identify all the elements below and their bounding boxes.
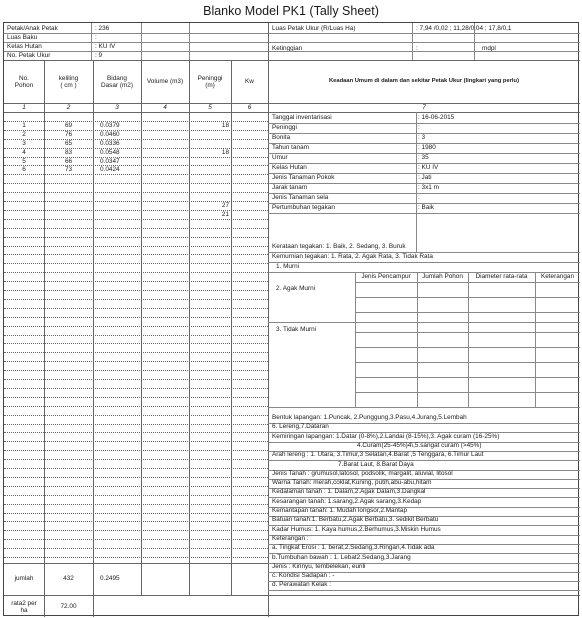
mixture-row-line: [355, 347, 580, 348]
tree-keliling: 76: [64, 130, 73, 138]
row-separator: [4, 201, 268, 202]
row-separator: [4, 210, 268, 211]
info-value: : Baik: [418, 204, 434, 211]
note-line: c. Kondisi Sadapan : -: [272, 572, 335, 580]
mixture-row-line: [355, 377, 580, 378]
row-separator: [4, 343, 268, 344]
col-keliling: keliling ( cm ): [58, 75, 79, 90]
row-separator: [4, 504, 268, 505]
row-separator: [4, 361, 268, 362]
luas-value: : 7,94 /0,02 ; 11,28/0,04 ; 17,8/0,1: [416, 25, 512, 32]
mixture-row-line: [355, 297, 580, 298]
kerataan-text: Kerataan tegakan: 1. Baik, 2. Sedang, 3. Buruk: [272, 243, 406, 250]
header-value: : 9: [95, 52, 103, 59]
row-separator: [4, 486, 268, 487]
info-label: Peninggi: [272, 124, 297, 131]
mixture-row-line: [355, 312, 580, 313]
row-separator: [4, 254, 268, 255]
row-separator: [4, 441, 268, 442]
tree-keliling: 69: [64, 121, 73, 129]
mix-header-keterangan: Keterangan: [540, 273, 575, 280]
row-separator: [4, 521, 268, 522]
info-value: : 16-06-2015: [418, 114, 455, 121]
info-value: : KU IV: [418, 164, 439, 171]
col-bidang: Bidang Dasar (m2): [101, 75, 133, 90]
rata-keliling: 72.00: [60, 603, 77, 610]
row-separator: [4, 530, 268, 531]
info-label: Jarak tanam: [272, 184, 308, 191]
row-separator: [4, 459, 268, 460]
tree-peninggi: 18: [221, 148, 229, 156]
mixture-column-line: [468, 272, 469, 407]
note-line: Bentuk lapangan: 1.Puncak, 2.Punggung,3.Pasu,4.Jurang,5.Lembah: [272, 414, 467, 421]
row-separator: [4, 130, 268, 131]
mixture-row-line: [355, 282, 580, 283]
row-separator: [4, 246, 268, 247]
row-separator: [4, 183, 268, 184]
mixture-row-line: [268, 407, 580, 408]
row-separator: [4, 228, 268, 229]
mixture-column-line: [417, 272, 418, 407]
rata-label: rata2 per ha: [11, 600, 37, 615]
mixture-row-line: [355, 362, 580, 363]
note-line: Kemiringan lapangan: 1.Datar (0-8%),2.Landai (8-15%),3. Agak curam (16-25%): [272, 432, 500, 440]
mixture-row-line: [268, 322, 580, 323]
header-label: No. Petak Ukur: [7, 52, 51, 59]
row-separator: [4, 352, 268, 353]
row-separator: [4, 272, 268, 273]
info-value: :: [418, 124, 420, 131]
row-separator: [4, 308, 268, 309]
mix-header-jenis: Jenis Pencampur: [361, 273, 411, 280]
tree-bidang: 0.0379: [100, 121, 120, 129]
row-separator: [4, 495, 268, 496]
tally-sheet: [3, 22, 579, 616]
row-separator: [4, 121, 268, 122]
tree-bidang: 0.0347: [100, 157, 120, 165]
info-label: Kelas Hutan: [272, 164, 307, 171]
note-line: Kadar Humus: 1. Kaya humus,2.Berhumus,3.Miskin Humus: [272, 525, 441, 533]
page-title: Blanko Model PK1 (Tally Sheet): [203, 4, 379, 18]
tree-no: 5: [22, 157, 26, 165]
row-separator: [4, 326, 268, 327]
row-separator: [4, 335, 268, 336]
tree-keliling: 83: [64, 148, 73, 156]
tree-bidang: 0.0336: [100, 139, 120, 147]
row-separator: [4, 406, 268, 407]
kemurnian-text: Kemurnian tegakan: 1. Rata, 2. Agak Rata, 3. Tidak Rata: [272, 253, 433, 260]
column-number: 5: [208, 104, 212, 111]
row-separator: [4, 317, 268, 318]
row-separator: [4, 415, 268, 416]
info-value: :: [418, 194, 420, 201]
tree-no: 4: [22, 148, 26, 156]
row-separator: [4, 468, 268, 469]
column-number: 1: [22, 104, 26, 111]
info-label: Bonita: [272, 134, 291, 141]
agak-murni-label: 2. Agak Murni: [276, 285, 316, 292]
header-label: Petak/Anak Petak: [7, 25, 58, 32]
murni-label: 1. Murni: [276, 263, 300, 270]
tree-no: 3: [22, 139, 26, 147]
ketinggian-label: Ketinggian: [272, 45, 303, 52]
header-value: : KU IV: [95, 43, 116, 50]
col-no: No. Pohon: [14, 75, 34, 90]
note-line: Jenis : Kirinyu, tembelekan, eurili: [272, 562, 366, 570]
info-value: : 35: [418, 154, 429, 161]
info-label: Jenis Tanaman Pokok: [272, 174, 335, 181]
extra-peninggi: 21: [221, 210, 229, 218]
col-keadaan: Keadaan Umum di dalam dan sekitar Petak Ukur (lingkari yang perlu): [328, 78, 520, 84]
row-separator: [4, 281, 268, 282]
note-line: Batuan tanah:1. Berbatu,2.Agak Berbatu,3. sedikit Berbatu: [272, 516, 439, 524]
info-value: : 3: [418, 134, 426, 141]
ketinggian-unit: mdpl: [482, 45, 496, 52]
row-separator: [4, 513, 268, 514]
info-label: Tanggal inventarisasi: [272, 114, 332, 121]
row-separator: [4, 263, 268, 264]
info-label: Umur: [272, 154, 288, 161]
extra-peninggi: 27: [221, 202, 229, 209]
note-line: b.Tumbuhan bawah : 1. Lebat2.Sedang,3.Jarang: [272, 553, 411, 561]
row-separator: [4, 148, 268, 149]
info-value: : 1980: [418, 144, 436, 151]
column-number: 2: [66, 104, 71, 111]
tree-bidang: 0.0548: [100, 148, 120, 156]
note-line: Jenis Tanah : grumusol,latosol, podsolik, margalit, aluvial, litosol: [272, 469, 453, 477]
row-separator: [4, 192, 268, 193]
row-separator: [4, 290, 268, 291]
row-separator: [4, 157, 268, 158]
tree-peninggi: 18: [221, 121, 229, 129]
row-separator: [4, 424, 268, 425]
header-label: Kelas Hutan: [7, 43, 42, 50]
note-line: 7.Barat Laut, 8.Barat Daya: [338, 460, 414, 468]
info-value: : 3x1 m: [418, 184, 439, 191]
tree-keliling: 65: [64, 139, 73, 147]
info-separator: [268, 213, 580, 214]
header-value: : 236: [95, 25, 110, 32]
row-separator: [4, 299, 268, 300]
row-separator: [4, 557, 268, 558]
mixture-column-line: [535, 272, 536, 407]
info-label: Tahun tanam: [272, 144, 309, 151]
mixture-row-line: [355, 332, 580, 333]
header-label: Luas Baku: [7, 34, 38, 41]
column-number: 4: [163, 104, 167, 111]
column-number: 7: [422, 104, 426, 111]
note-line: 4.Curam(25-45%)4\,5.sangat curam (>45%): [357, 441, 482, 449]
note-line: d. Perawatan Kelak :: [272, 581, 331, 589]
column-number: 3: [115, 104, 119, 111]
row-separator: [4, 397, 268, 398]
row-separator: [4, 165, 268, 166]
row-separator: [4, 219, 268, 220]
row-separator: [4, 174, 268, 175]
col-peninggi: Peninggi (m): [197, 75, 223, 90]
row-separator: [4, 370, 268, 371]
row-separator: [4, 139, 268, 140]
note-line: Warna Tanah: merah,coklat,Kuning, putih,abu-abu,hitam: [272, 479, 432, 487]
info-separator: [268, 123, 580, 124]
col-volume: Volume (m3): [146, 78, 184, 85]
tree-bidang: 0.0460: [100, 130, 120, 138]
ketinggian-sep: :: [416, 45, 418, 52]
tree-keliling: 66: [64, 157, 73, 165]
row-separator: [4, 432, 268, 433]
note-line: Kedalaman tanah : 1. Dalam,2.Agak Dalam,3.Dangkal: [272, 488, 426, 496]
note-line: 6. Lereng,7.Dataran: [272, 423, 329, 431]
jumlah-keliling: 432: [63, 575, 74, 582]
row-separator: [4, 379, 268, 380]
row-separator: [4, 539, 268, 540]
info-value: : Jati: [418, 174, 432, 181]
row-separator: [4, 388, 268, 389]
note-line: a. Tingkat Erosi : 1. berat,2.Sedang,3.Ringan,4.Tidak ada: [272, 544, 435, 552]
note-line: Keterangan :: [272, 534, 309, 542]
note-line: Kemantapan tanah: 1. Mudah longsor,2.Mantap: [272, 507, 408, 514]
note-line: Kesarangan tanah: 1.sarang,2.Agak sarang,3.Kedap: [272, 497, 422, 505]
mixture-row-line: [355, 392, 580, 393]
row-separator: [4, 450, 268, 451]
mix-header-jumlah: Jumlah Pohon: [422, 273, 463, 280]
jumlah-label: jumlah: [14, 575, 34, 582]
column-number: 6: [247, 104, 252, 111]
luas-label: Luas Petak Ukur (R/Luas Ha): [272, 25, 356, 32]
row-separator: [4, 477, 268, 478]
row-separator: [4, 548, 268, 549]
tree-no: 2: [22, 130, 26, 138]
tree-keliling: 73: [64, 166, 73, 174]
tree-no: 1: [22, 121, 26, 129]
info-label: Jenis Tanaman sela: [272, 194, 329, 201]
mix-header-diameter: Diameter rata-rata: [475, 273, 528, 280]
jumlah-bidang: 0.2495: [100, 575, 120, 582]
row-separator: [4, 237, 268, 238]
col-kw: Kw: [245, 78, 254, 85]
tree-bidang: 0.0424: [100, 166, 120, 174]
mixture-column-line: [355, 272, 356, 407]
note-separator: [268, 590, 580, 591]
note-separator: [268, 535, 580, 536]
note-line: Arah lereng : 1. Utara, 3.Timur,3 Selatan,4.Barat ,5 Tenggara, 6.Timur Laut: [272, 451, 484, 459]
tidak-murni-label: 3. Tidak Murni: [276, 326, 317, 333]
info-label: Pertumbuhan tegakan: [272, 204, 335, 211]
note-separator: [268, 460, 580, 461]
tree-no: 6: [22, 166, 26, 174]
header-value: :: [95, 34, 97, 41]
